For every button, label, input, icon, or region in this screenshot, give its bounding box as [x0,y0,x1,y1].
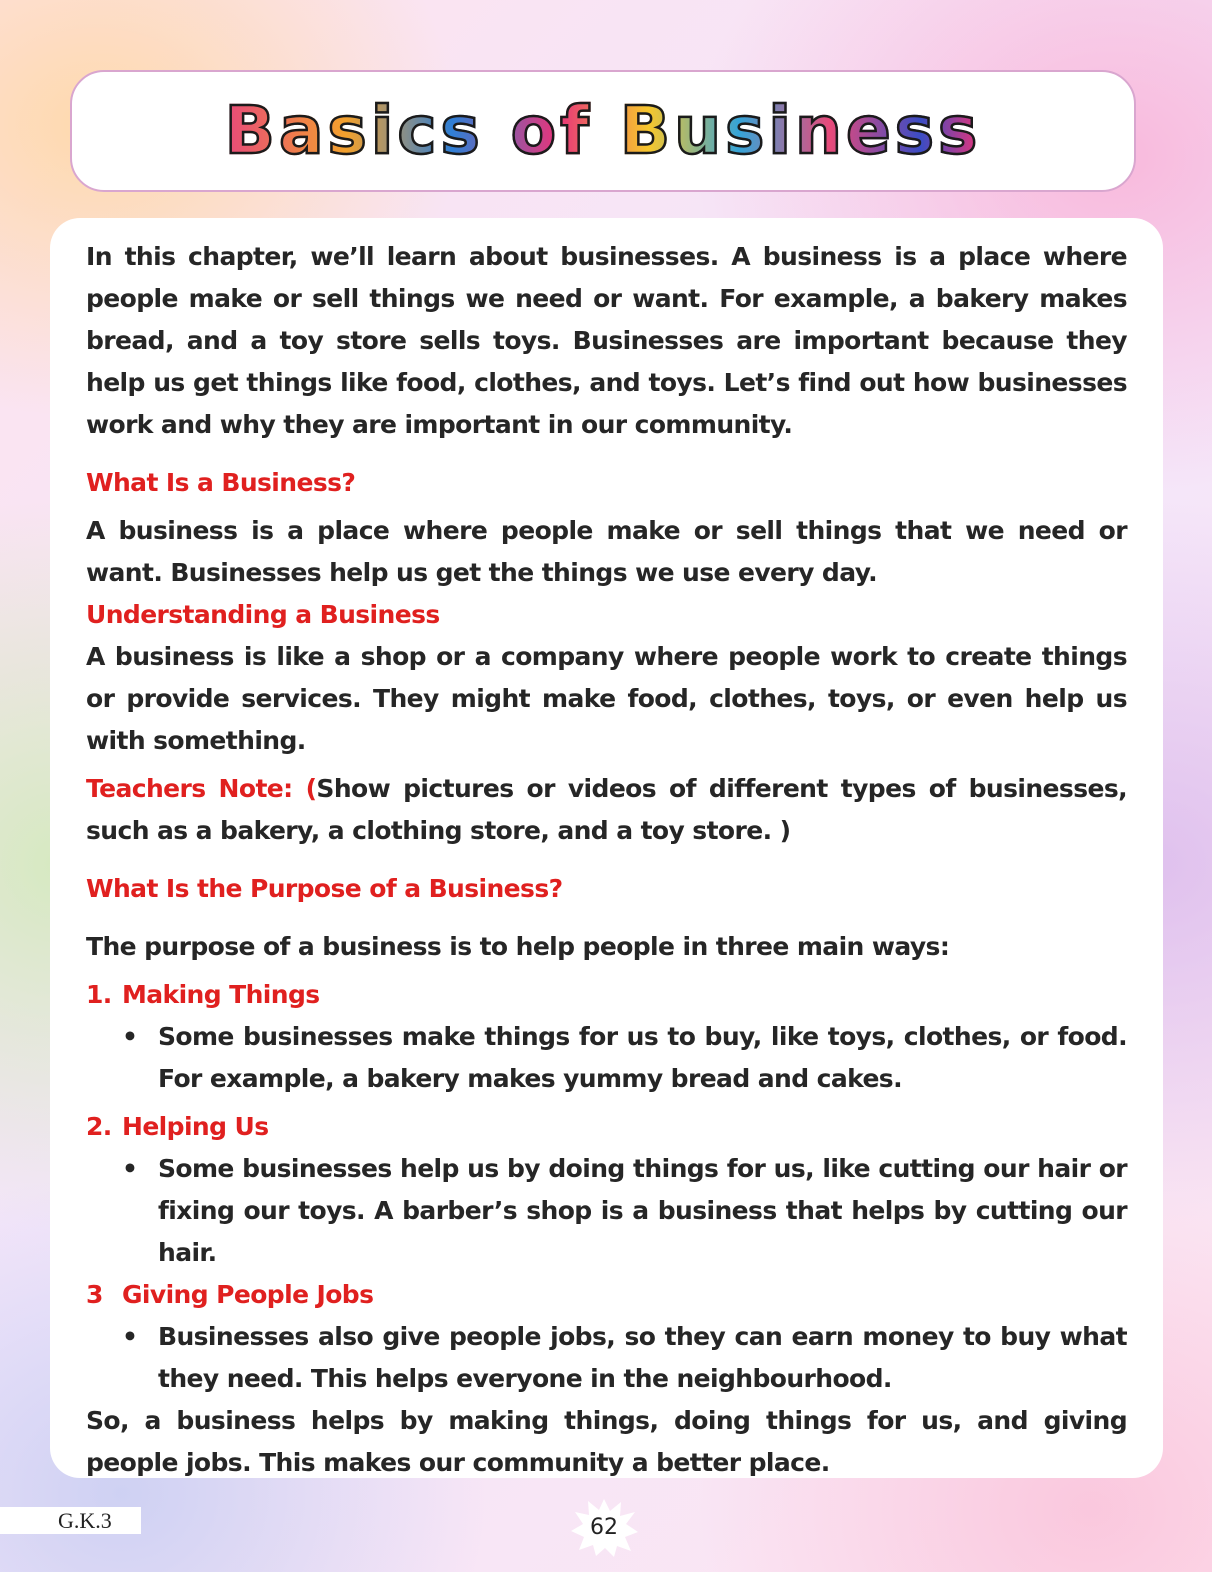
page-number-badge [569,1497,639,1557]
list-number: 3 [86,1280,103,1309]
teachers-note [86,768,1127,852]
bullet-making-things [122,1016,1127,1100]
list-number: 1. [86,980,112,1009]
bullet-icon: • [122,1322,138,1351]
bullet-helping-us [122,1148,1127,1274]
teachers-note-label: Teachers Note: ( [86,774,317,803]
book-label: G.K.3 [0,1507,141,1534]
list-item-giving-jobs [86,1274,1127,1316]
content-panel [50,218,1163,1478]
bullet-icon: • [122,1022,138,1051]
page-title: Basics of Business [224,92,982,169]
bullet-giving-jobs [122,1316,1127,1400]
bullet-text: Some businesses help us by doing things for us, like cutting our hair or fixing our toys. A barber’s shop is a business that helps by cutting our hair. [158,1154,1127,1267]
list-item-helping-us [86,1106,1127,1148]
heading-what-is-business: What Is a Business? [86,468,356,497]
intro-paragraph: In this chapter, we’ll learn about businesses. A business is a place where people make or sell things we need or want. For example, a bakery makes bread, and a toy store sells toys. Businesses are important because they help us get things like food, clothes, and toys. Let’s find out how businesses work and why they are important in our community. [86,242,1127,439]
understanding-business-text: A business is like a shop or a company where people work to create things or provide services. They might make food, clothes, toys, or even help us with something. [86,642,1127,755]
teachers-note-text: Show pictures or videos of different types of businesses, such as a bakery, a clothing store, and a toy store. ) [86,774,1128,845]
page-number: 62 [590,1514,618,1540]
purpose-intro: The purpose of a business is to help people in three main ways: [86,932,950,961]
bullet-icon: • [122,1154,138,1183]
list-number: 2. [86,1112,112,1141]
heading-purpose-business: What Is the Purpose of a Business? [86,874,563,903]
heading-understanding-business: Understanding a Business [86,600,440,629]
list-title: Helping Us [122,1112,269,1141]
list-item-making-things [86,974,1127,1016]
bullet-text: Some businesses make things for us to buy, like toys, clothes, or food. For example, a bakery makes yummy bread and cakes. [158,1022,1127,1093]
title-banner [70,70,1136,192]
bullet-text: Businesses also give people jobs, so they can earn money to buy what they need. This helps everyone in the neighbourhood. [158,1322,1127,1393]
what-is-business-text: A business is a place where people make or sell things that we need or want. Businesses help us get the things we use every day. [86,516,1127,587]
list-title: Making Things [122,980,320,1009]
conclusion-paragraph: So, a business helps by making things, doing things for us, and giving people jobs. This makes our community a better place. [86,1406,1127,1477]
list-title: Giving People Jobs [122,1280,374,1309]
